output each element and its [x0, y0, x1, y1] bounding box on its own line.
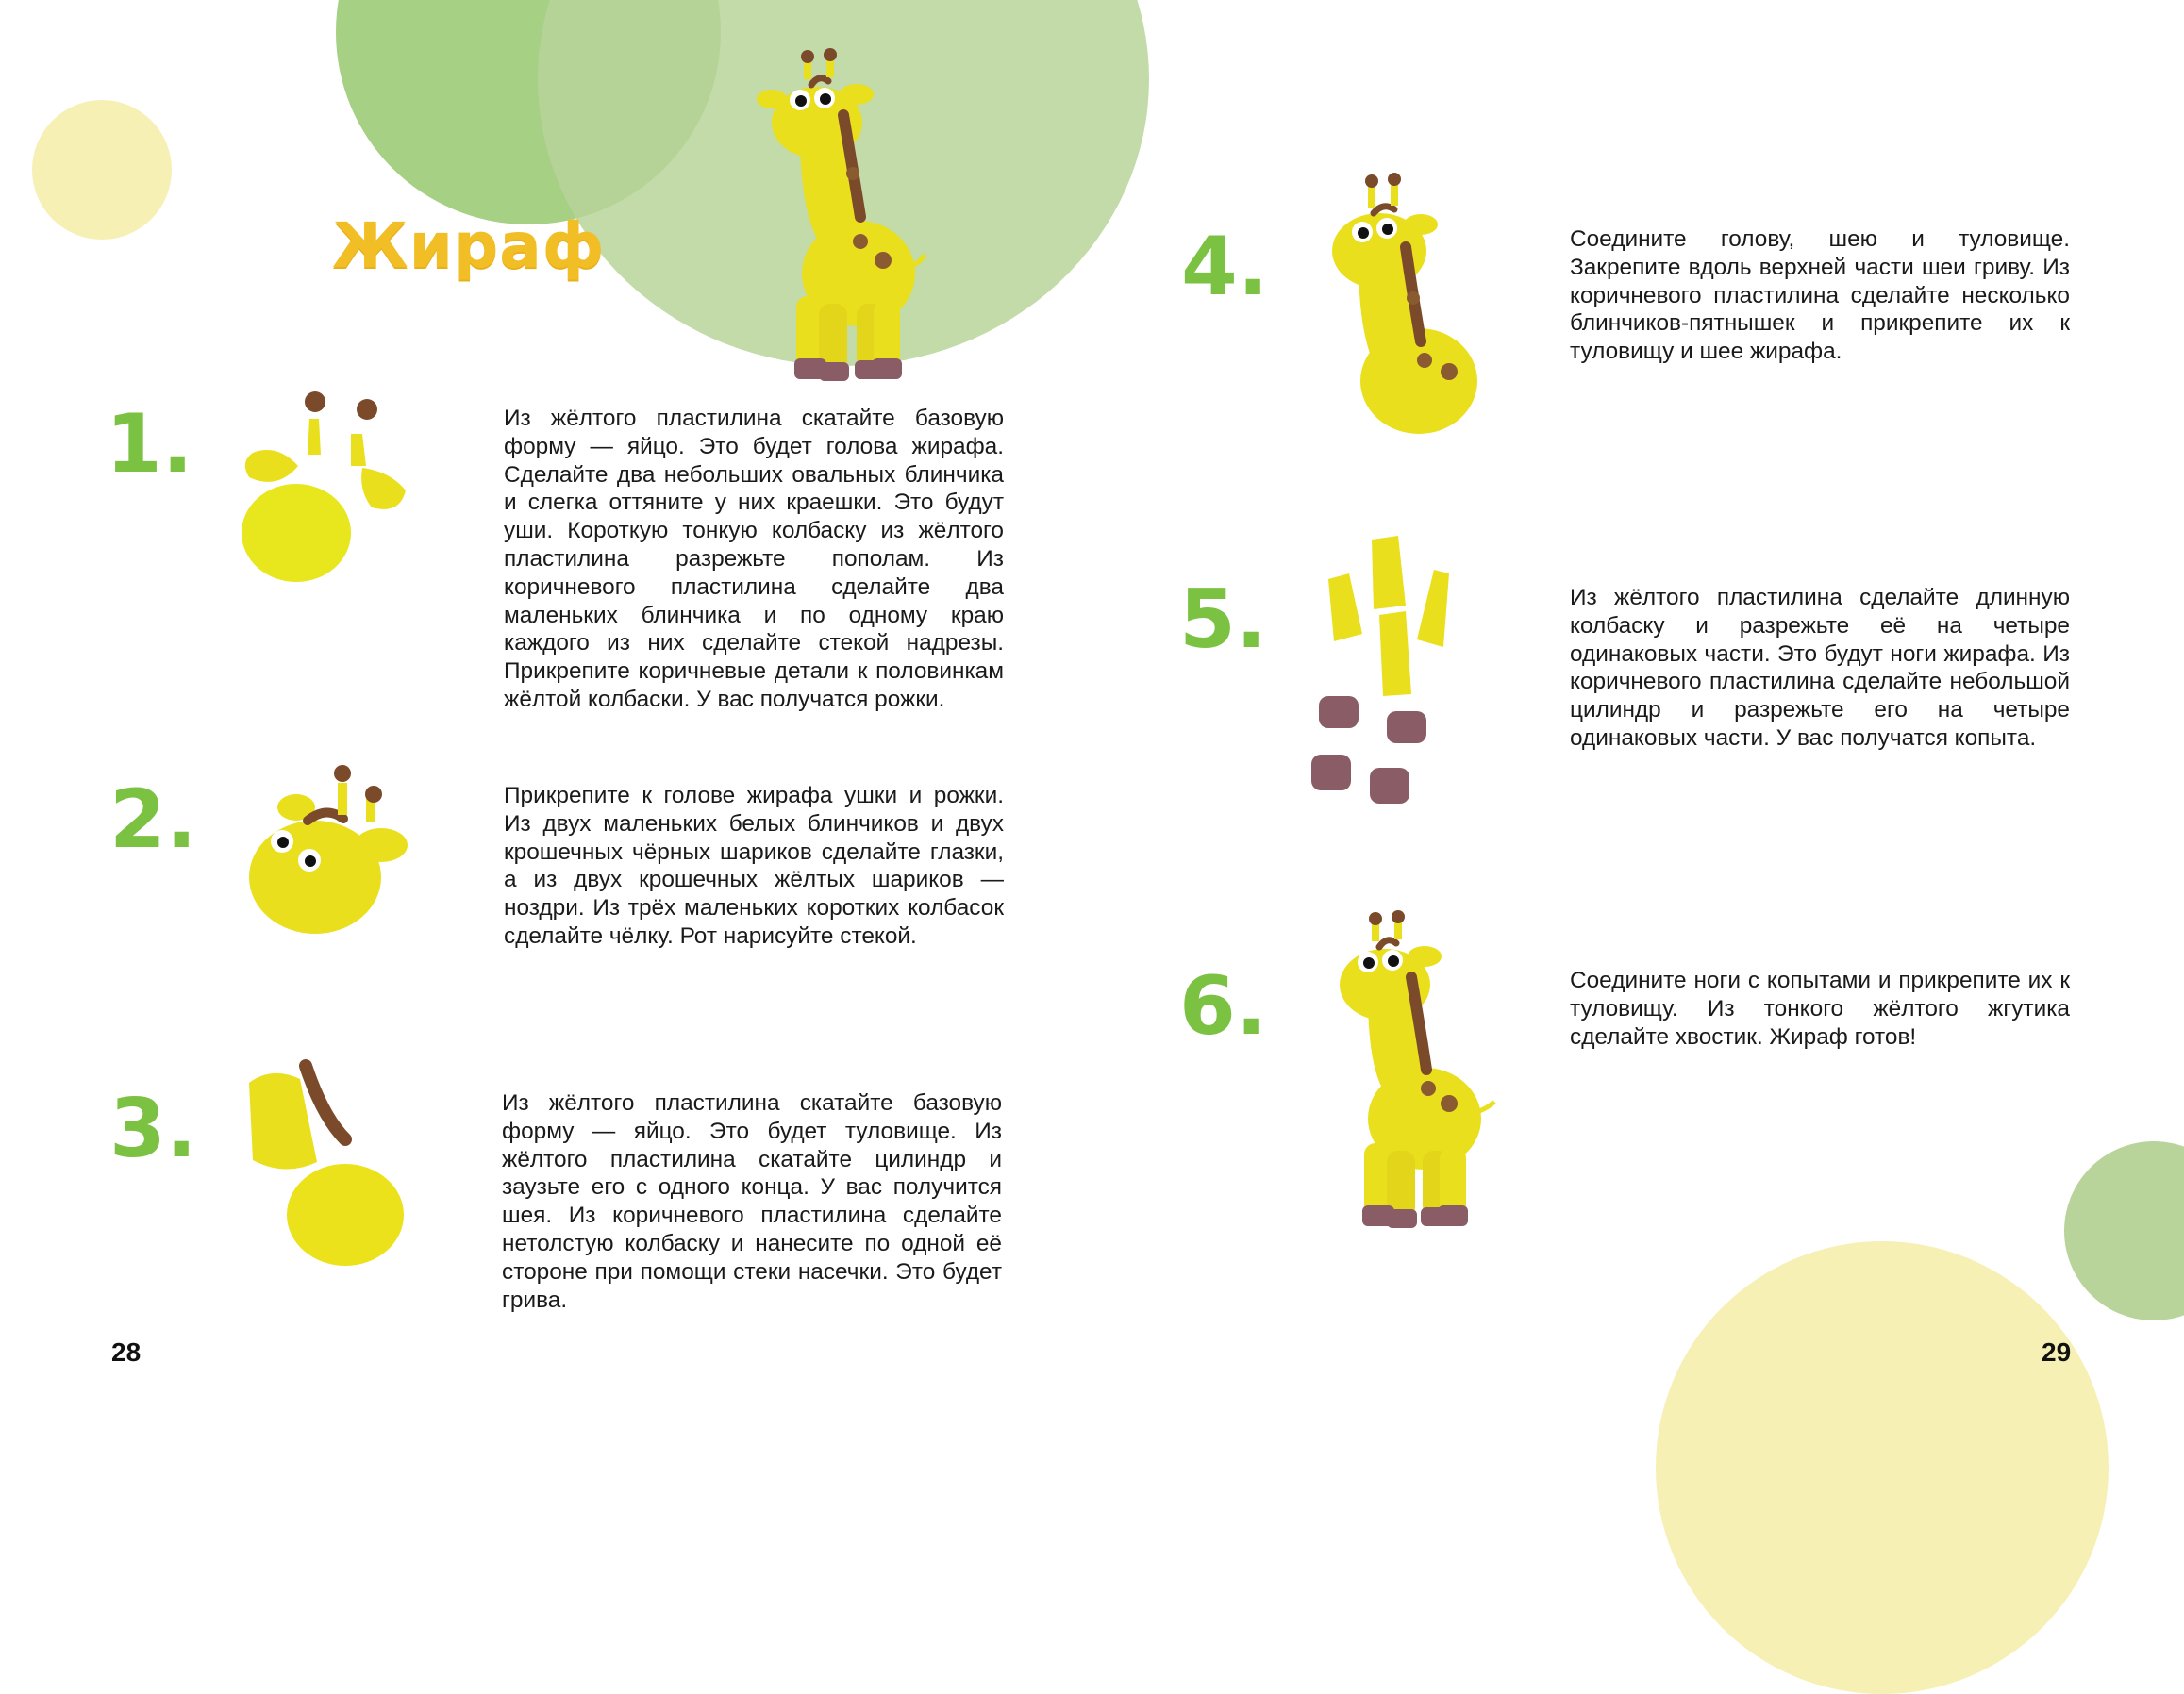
- step-1-text: Из жёлтого пластилина скатайте базовую форму — яйцо. Это будет голова жирафа. Сделайте два небольших овальных блинчика и слегка оттяните у них краешки. Это будут уши. Короткую тонкую колбаску из жёлтого пластилина разрежьте пополам. Из коричневого пластилина сделайте два маленьких блинчика и по одному краю каждого из них сделайте стекой надрезы. Прикрепите коричневые детали к половинкам жёлтой колбаски. У вас получатся рожки.: [504, 406, 1004, 712]
- step-2-image: [240, 760, 428, 939]
- step-1-number: 1.: [106, 397, 193, 491]
- step-5-number: 5.: [1179, 573, 1267, 667]
- giraffe-hero-image: [762, 47, 923, 349]
- step-4-number: 4.: [1181, 220, 1269, 314]
- step-2-number: 2.: [109, 772, 197, 867]
- page-number-right: 29: [2042, 1337, 2072, 1367]
- step-1-image: [240, 387, 428, 585]
- step-5-text: Из жёлтого пластилина сделайте длинную колбаску и разрежьте её на четыре одинаковых части. Это будут ноги жирафа. Из коричневого пластилина сделайте небольшой цилиндр и разрежьте его на четыре одинаковых части. У вас получатся копыта.: [1570, 585, 2070, 751]
- step-4-image: [1321, 175, 1481, 440]
- decor-circle-yellow-left: [32, 100, 172, 240]
- step-3-image: [243, 1060, 413, 1268]
- step-4-text: Соедините голову, шею и туловище. Закрепите вдоль верхней части шеи гриву. Из коричневого пластилина сделайте несколько блинчиков-пятнышек и прикрепите их к туловищу и шее жирафа.: [1570, 226, 2070, 365]
- decor-circle-green-right: [2064, 1141, 2184, 1320]
- step-3-number: 3.: [109, 1082, 197, 1176]
- step-6-image: [1330, 909, 1491, 1230]
- page-title: Жираф: [332, 209, 606, 282]
- step-3-text: Из жёлтого пластилина скатайте базовую форму — яйцо. Это будет туловище. Из жёлтого пластилина скатайте цилиндр и заузьте его с одного конца. У вас получится шея. Из коричневого пластилина сделайте нетолстую колбаску и нанесите по одной её стороне при помощи стеки насечки. Это будет грива.: [502, 1090, 1002, 1313]
- step-6-text: Соедините ноги с копытами и прикрепите их к туловищу. Из тонкого жёлтого жгутика сделайте хвостик. Жираф готов!: [1570, 968, 2070, 1050]
- step-5-image: [1308, 536, 1477, 819]
- decor-circle-yellow-bottom: [1656, 1241, 2109, 1694]
- page-number-left: 28: [111, 1337, 142, 1367]
- step-6-number: 6.: [1179, 959, 1267, 1054]
- step-2-text: Прикрепите к голове жирафа ушки и рожки. Из двух маленьких белых блинчиков и двух крошечных чёрных шариков сделайте глазки, а из двух крошечных жёлтых шариков — ноздри. Из трёх маленьких коротких колбасок сделайте чёлку. Рот нарисуйте стекой.: [504, 783, 1004, 949]
